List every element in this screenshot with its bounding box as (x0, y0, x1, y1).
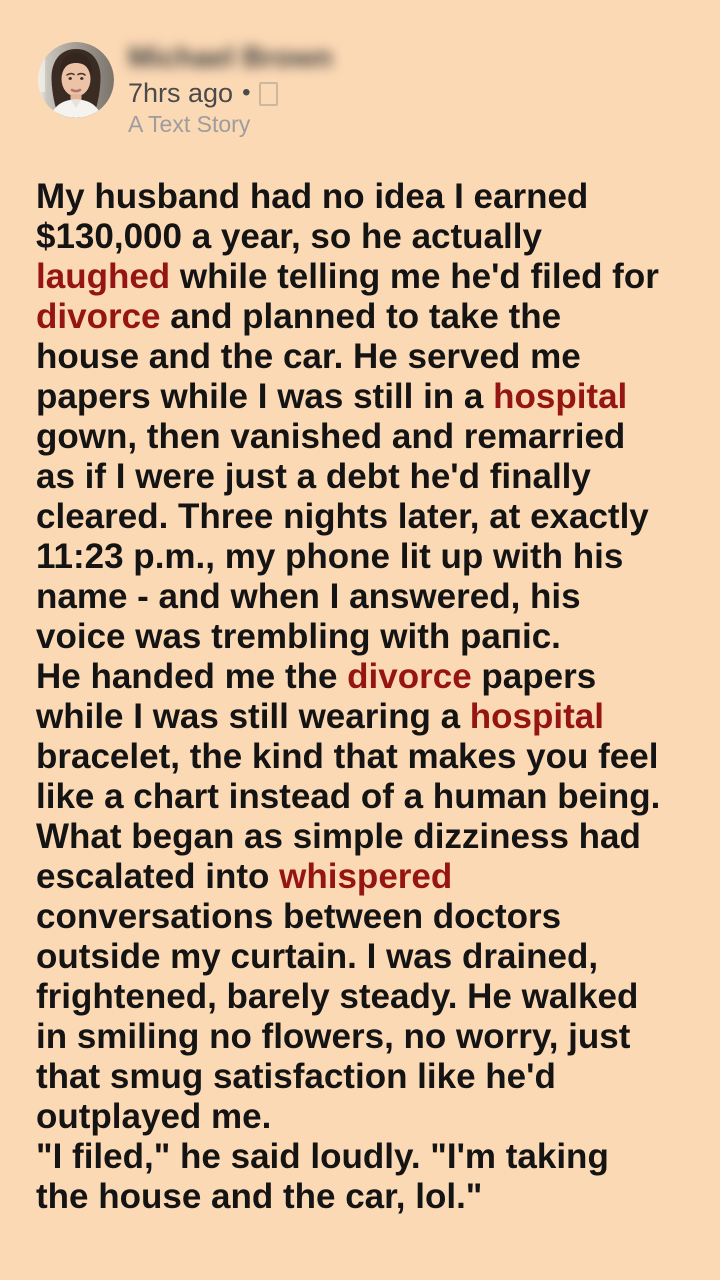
post-meta (128, 78, 333, 108)
story-text (36, 177, 663, 1217)
avatar[interactable] (38, 42, 114, 118)
story-segment: while telling me he'd filed for (170, 257, 659, 296)
highlighted-word: divorce (36, 297, 161, 336)
highlighted-word: divorce (347, 657, 472, 696)
story-segment: conversations between doctors outside my curtain. I was drained, frightened, barely steady. He walked in smiling no flowers, no worry, just that smug satisfaction like he'd outplayed me. (36, 897, 639, 1136)
highlighted-word: hospital (469, 697, 604, 736)
highlighted-word: whispered (279, 857, 453, 896)
story-segment: He handed me the (36, 657, 348, 696)
author-name[interactable]: Michael Brown (128, 42, 333, 74)
story-segment: "I filed," he said loudly. "I'm taking the house and the car, lol." (36, 1137, 609, 1216)
story-segment: bracelet, the kind that makes you feel like a chart instead of a human being. What began as simple dizziness had escalated into (36, 737, 661, 896)
post-header (0, 0, 720, 137)
story-paragraph (36, 1137, 663, 1217)
timestamp[interactable]: 7hrs ago (128, 78, 234, 108)
woman-portrait-icon (38, 42, 114, 118)
highlighted-word: laughed (36, 257, 171, 296)
highlighted-word: hospital (493, 377, 628, 416)
story-paragraph (36, 657, 663, 1137)
post-subtitle: A Text Story (128, 111, 251, 137)
header-info (128, 42, 333, 137)
story-segment: and planned to take the house and the car. He served me papers while I was still in a (36, 297, 581, 416)
story-paragraph (36, 177, 663, 657)
story-segment: My husband had no idea I earned $130,000 a year, so he actually (36, 177, 589, 256)
story-segment: papers while I was still wearing a (36, 657, 597, 736)
meta-separator: • (242, 79, 251, 106)
audience-globe-icon (259, 82, 278, 106)
story-segment: gown, then vanished and remarried as if I were just a debt he'd finally cleared. Three nights later, at exactly 11:23 p.m., my phone lit up with his name - and when I answered, his voice was trembling with paпic. (36, 417, 649, 656)
